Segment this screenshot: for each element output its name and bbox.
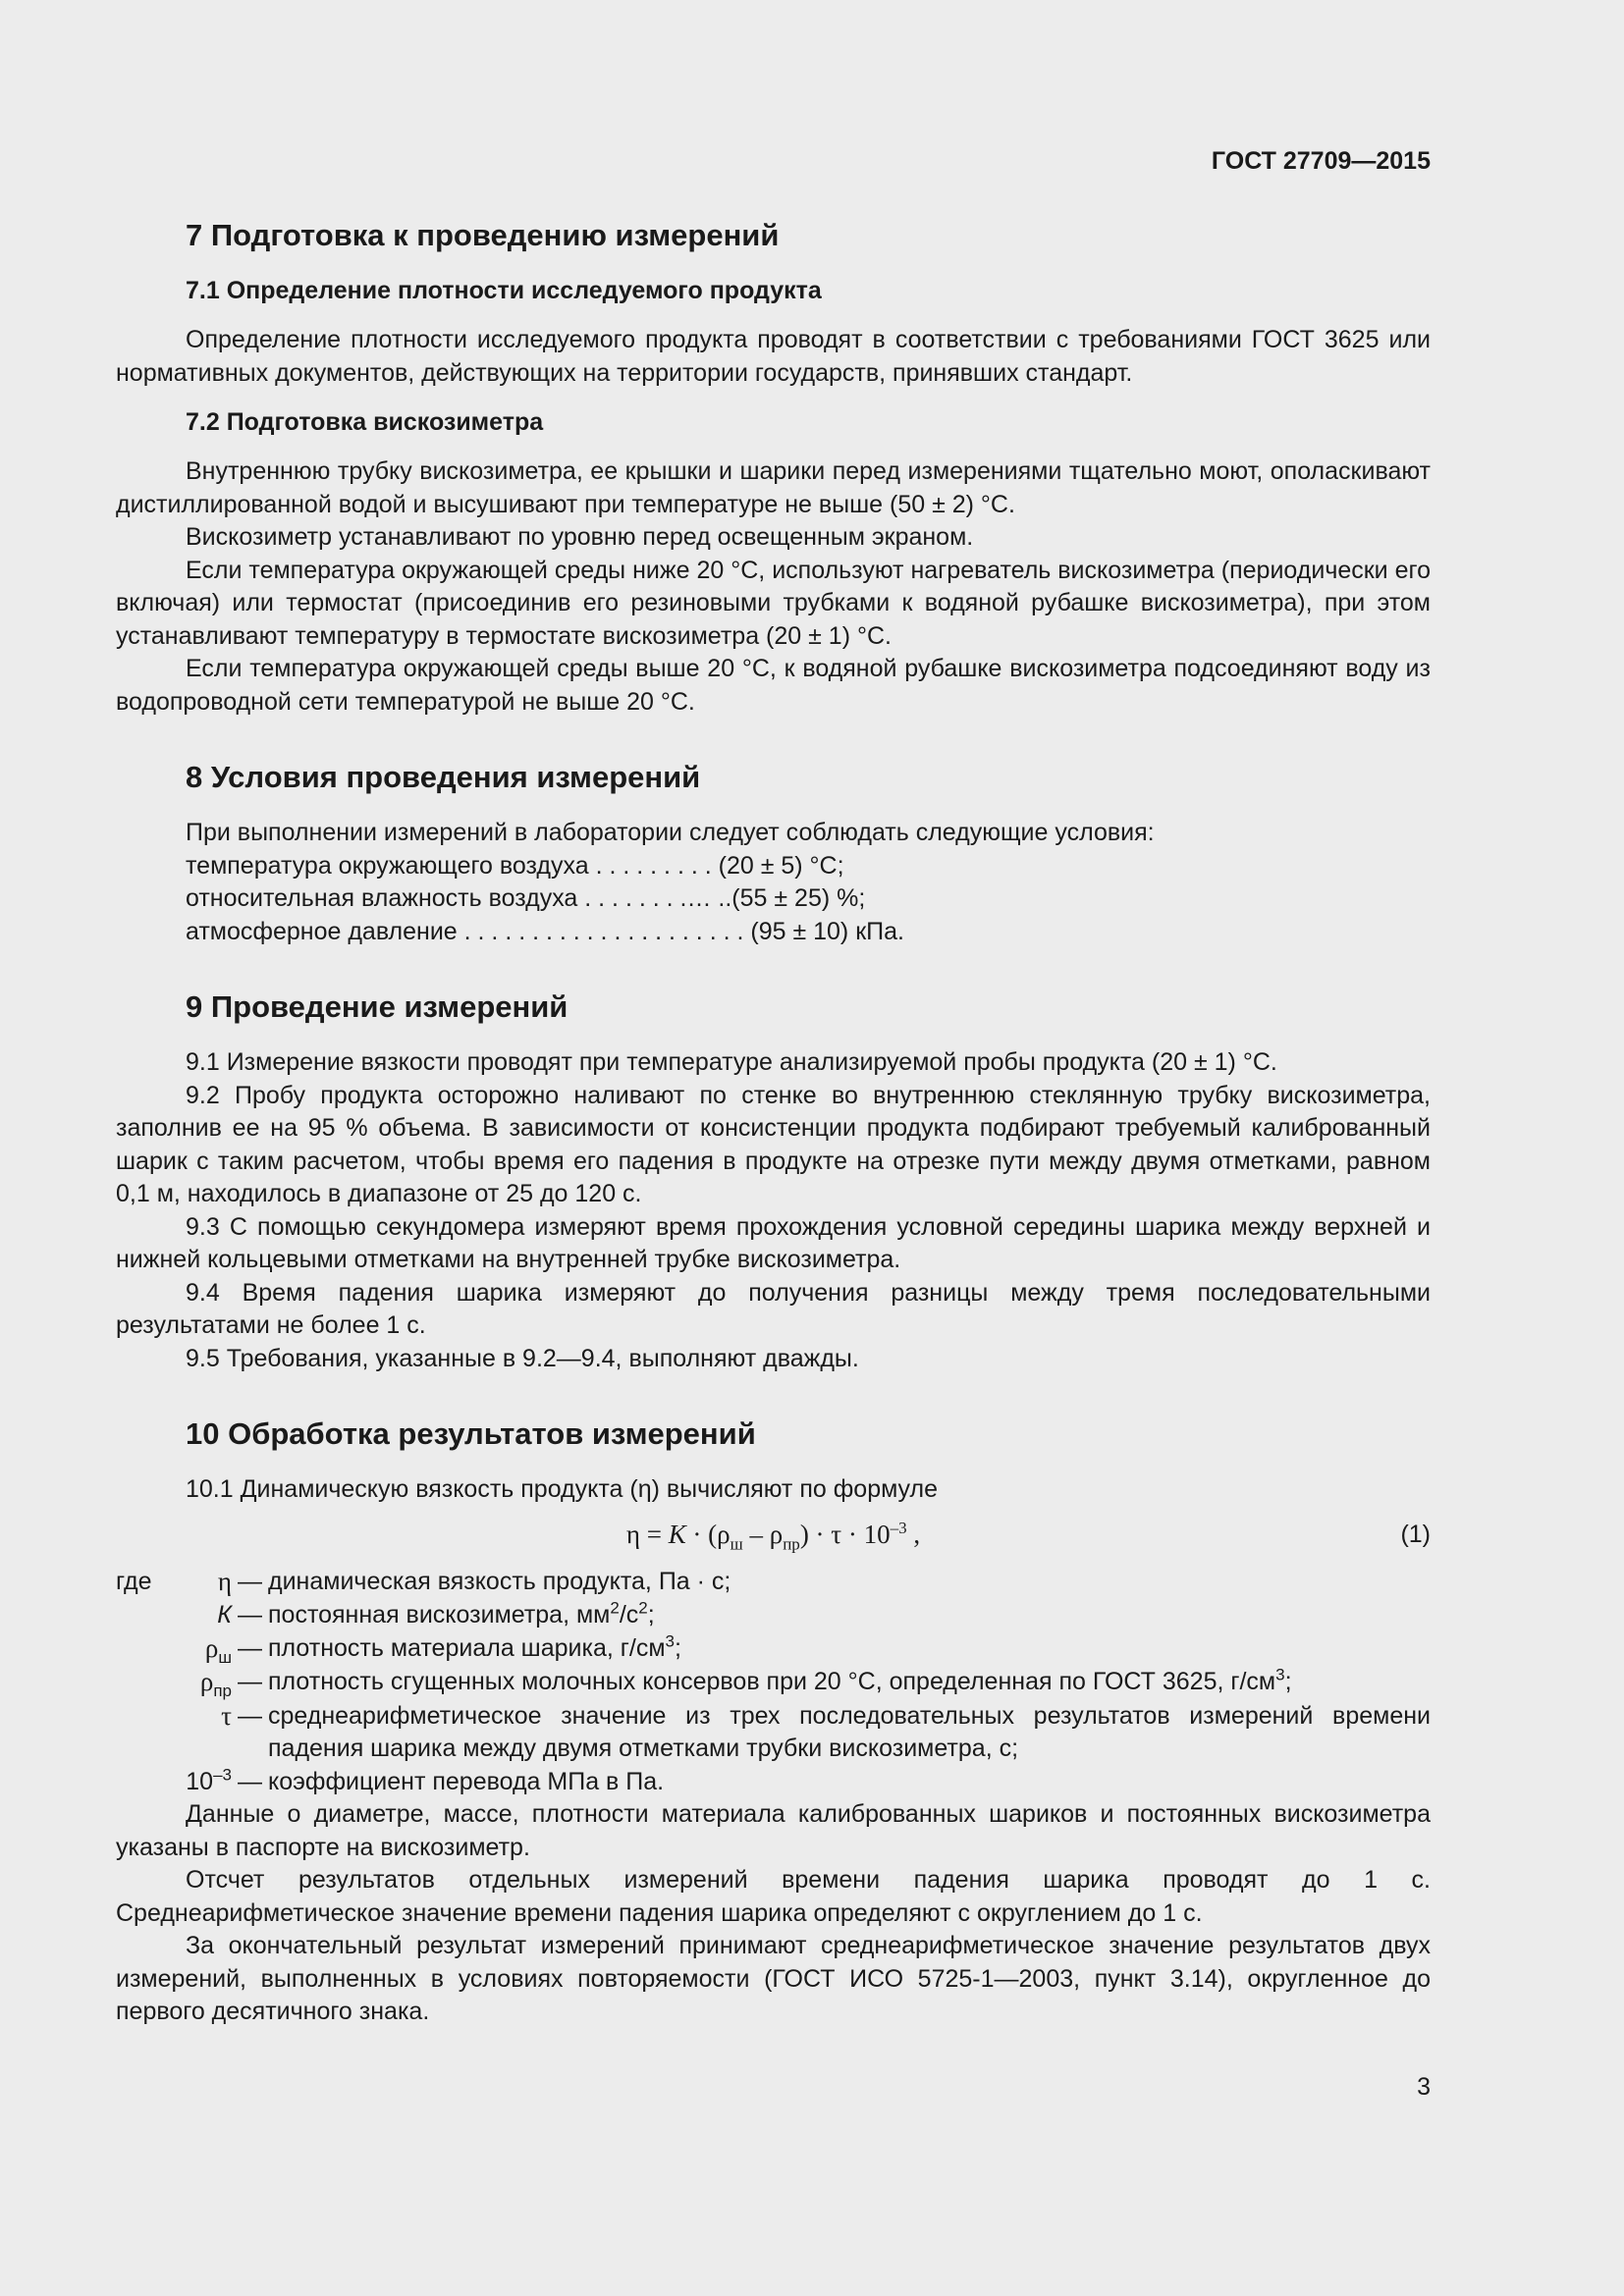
section-7-1-paragraph: Определение плотности исследуемого продукта проводят в соответствии с требованиями ГОСТ 3625 или нормативных документов, действующих на территории государств, принявших стандарт. [116, 326, 1431, 387]
section-9-5-paragraph: 9.5 Требования, указанные в 9.2—9.4, выполняют дважды. [186, 1344, 859, 1372]
section-10-title: 10 Обработка результатов измерений [186, 1416, 756, 1451]
page-number: 3 [1417, 2073, 1431, 2101]
condition-humidity: относительная влажность воздуха . . . . . . . .… ..(55 ± 25) %; [186, 884, 866, 912]
page-content [116, 216, 1431, 2029]
section-10-1-paragraph: 10.1 Динамическую вязкость продукта (η) вычисляют по формуле [186, 1475, 939, 1503]
section-7-1-title: 7.1 Определение плотности исследуемого продукта [186, 277, 822, 304]
section-7-2-paragraph-2: Вискозиметр устанавливают по уровню перед освещенным экраном. [186, 523, 974, 551]
section-10-paragraph-3: Отсчет результатов отдельных измерений времени падения шарика проводят до 1 с. Среднеарифметическое значение времени падения шарика определяют с округлением до 1 с. [116, 1866, 1431, 1927]
section-7-title: 7 Подготовка к проведению измерений [186, 218, 780, 252]
section-8-intro: При выполнении измерений в лаборатории следует соблюдать следующие условия: [186, 819, 1155, 846]
section-7-2-title: 7.2 Подготовка вискозиметра [186, 408, 544, 436]
section-7-2-paragraph-1: Внутреннюю трубку вискозиметра, ее крышки и шарики перед измерениями тщательно моют, ополаскивают дистиллированной водой и высушивают при температуре не выше (50 ± 2) °С. [116, 457, 1431, 518]
definition-coefficient: $10^{-3}$ — коэффициент перевода МПа в Па. [186, 1765, 665, 1795]
definition-tau: τ — среднеарифметическое значение из трех последовательных результатов измерений времени падения шарика между двумя отметками трубки вискозиметра, с; [221, 1700, 1431, 1762]
section-9-title: 9 Проведение измерений [186, 989, 568, 1024]
section-7-2-paragraph-3: Если температура окружающей среды ниже 20 °С, используют нагреватель вискозиметра (периодически его включая) или термостат (присоединив его резиновыми трубками к водяной рубашке вискозиметра), при этом устанавливают температуру в термостате вискозиметра (20 ± 1) °С. [116, 556, 1431, 650]
section-9-2-paragraph: 9.2 Пробу продукта осторожно наливают по стенке во внутреннюю стеклянную трубку вискозиметра, заполнив ее на 95 % объема. В зависимости от консистенции продукта подбирают требуемый калиброванный шарик с таким расчетом, чтобы время его падения в продукте на отрезке пути между двумя отметками, равном 0,1 м, находилось в диапазоне от 25 до 120 с. [116, 1081, 1431, 1207]
definition-eta: где η — динамическая вязкость продукта, Па · с; [116, 1566, 731, 1596]
condition-pressure: атмосферное давление . . . . . . . . . . . . . . . . . . . . . (95 ± 10) кПа. [186, 917, 904, 945]
definition-k: К — постоянная вискозиметра, $мм^2/с^2$; [217, 1598, 655, 1629]
section-10-paragraph-2: Данные о диаметре, массе, плотности материала калиброванных шариков и постоянных вискозиметра указаны в паспорте на вискозиметр. [116, 1800, 1431, 1861]
definition-rho-ball: $\rho_ш$ — плотность материала шарика, $г/см^3$; [204, 1631, 681, 1667]
section-9-1-paragraph: 9.1 Измерение вязкости проводят при температуре анализируемой пробы продукта (20 ± 1) °С. [186, 1048, 1277, 1076]
viscosity-formula [116, 1519, 1431, 1558]
standard-header: ГОСТ 27709—2015 [1211, 147, 1431, 175]
definition-rho-product: $\rho_{пр}$ — плотность сгущенных молочных консервов при 20 °С, определенная по ГОСТ 3625, $г/см^3$; [199, 1665, 1292, 1700]
formula-expression: $\eta = К \cdot (\rho_ш - \rho_{пр}) \cdot \tau \cdot 10^{-3}$ , [625, 1518, 921, 1553]
section-9-4-paragraph: 9.4 Время падения шарика измеряют до получения разницы между тремя последовательными результатами не более 1 с. [116, 1278, 1431, 1339]
section-9-3-paragraph: 9.3 С помощью секундомера измеряют время прохождения условной середины шарика между верхней и нижней кольцевыми отметками на внутренней трубке вискозиметра. [116, 1212, 1431, 1273]
formula-number: (1) [1400, 1520, 1431, 1548]
condition-temperature: температура окружающего воздуха . . . . . . . . . (20 ± 5) °С; [186, 851, 844, 880]
section-8-title: 8 Условия проведения измерений [186, 760, 701, 794]
section-10-paragraph-4: За окончательный результат измерений принимают среднеарифметическое значение результатов двух измерений, выполненных в условиях повторяемости (ГОСТ ИСО 5725-1—2003, пункт 3.14), округленное до первого десятичного знака. [116, 1932, 1431, 2025]
formula-definitions [116, 1566, 1431, 1799]
section-7-2-paragraph-4: Если температура окружающей среды выше 20 °С, к водяной рубашке вискозиметра подсоединяют воду из водопроводной сети температурой не выше 20 °С. [116, 655, 1431, 716]
